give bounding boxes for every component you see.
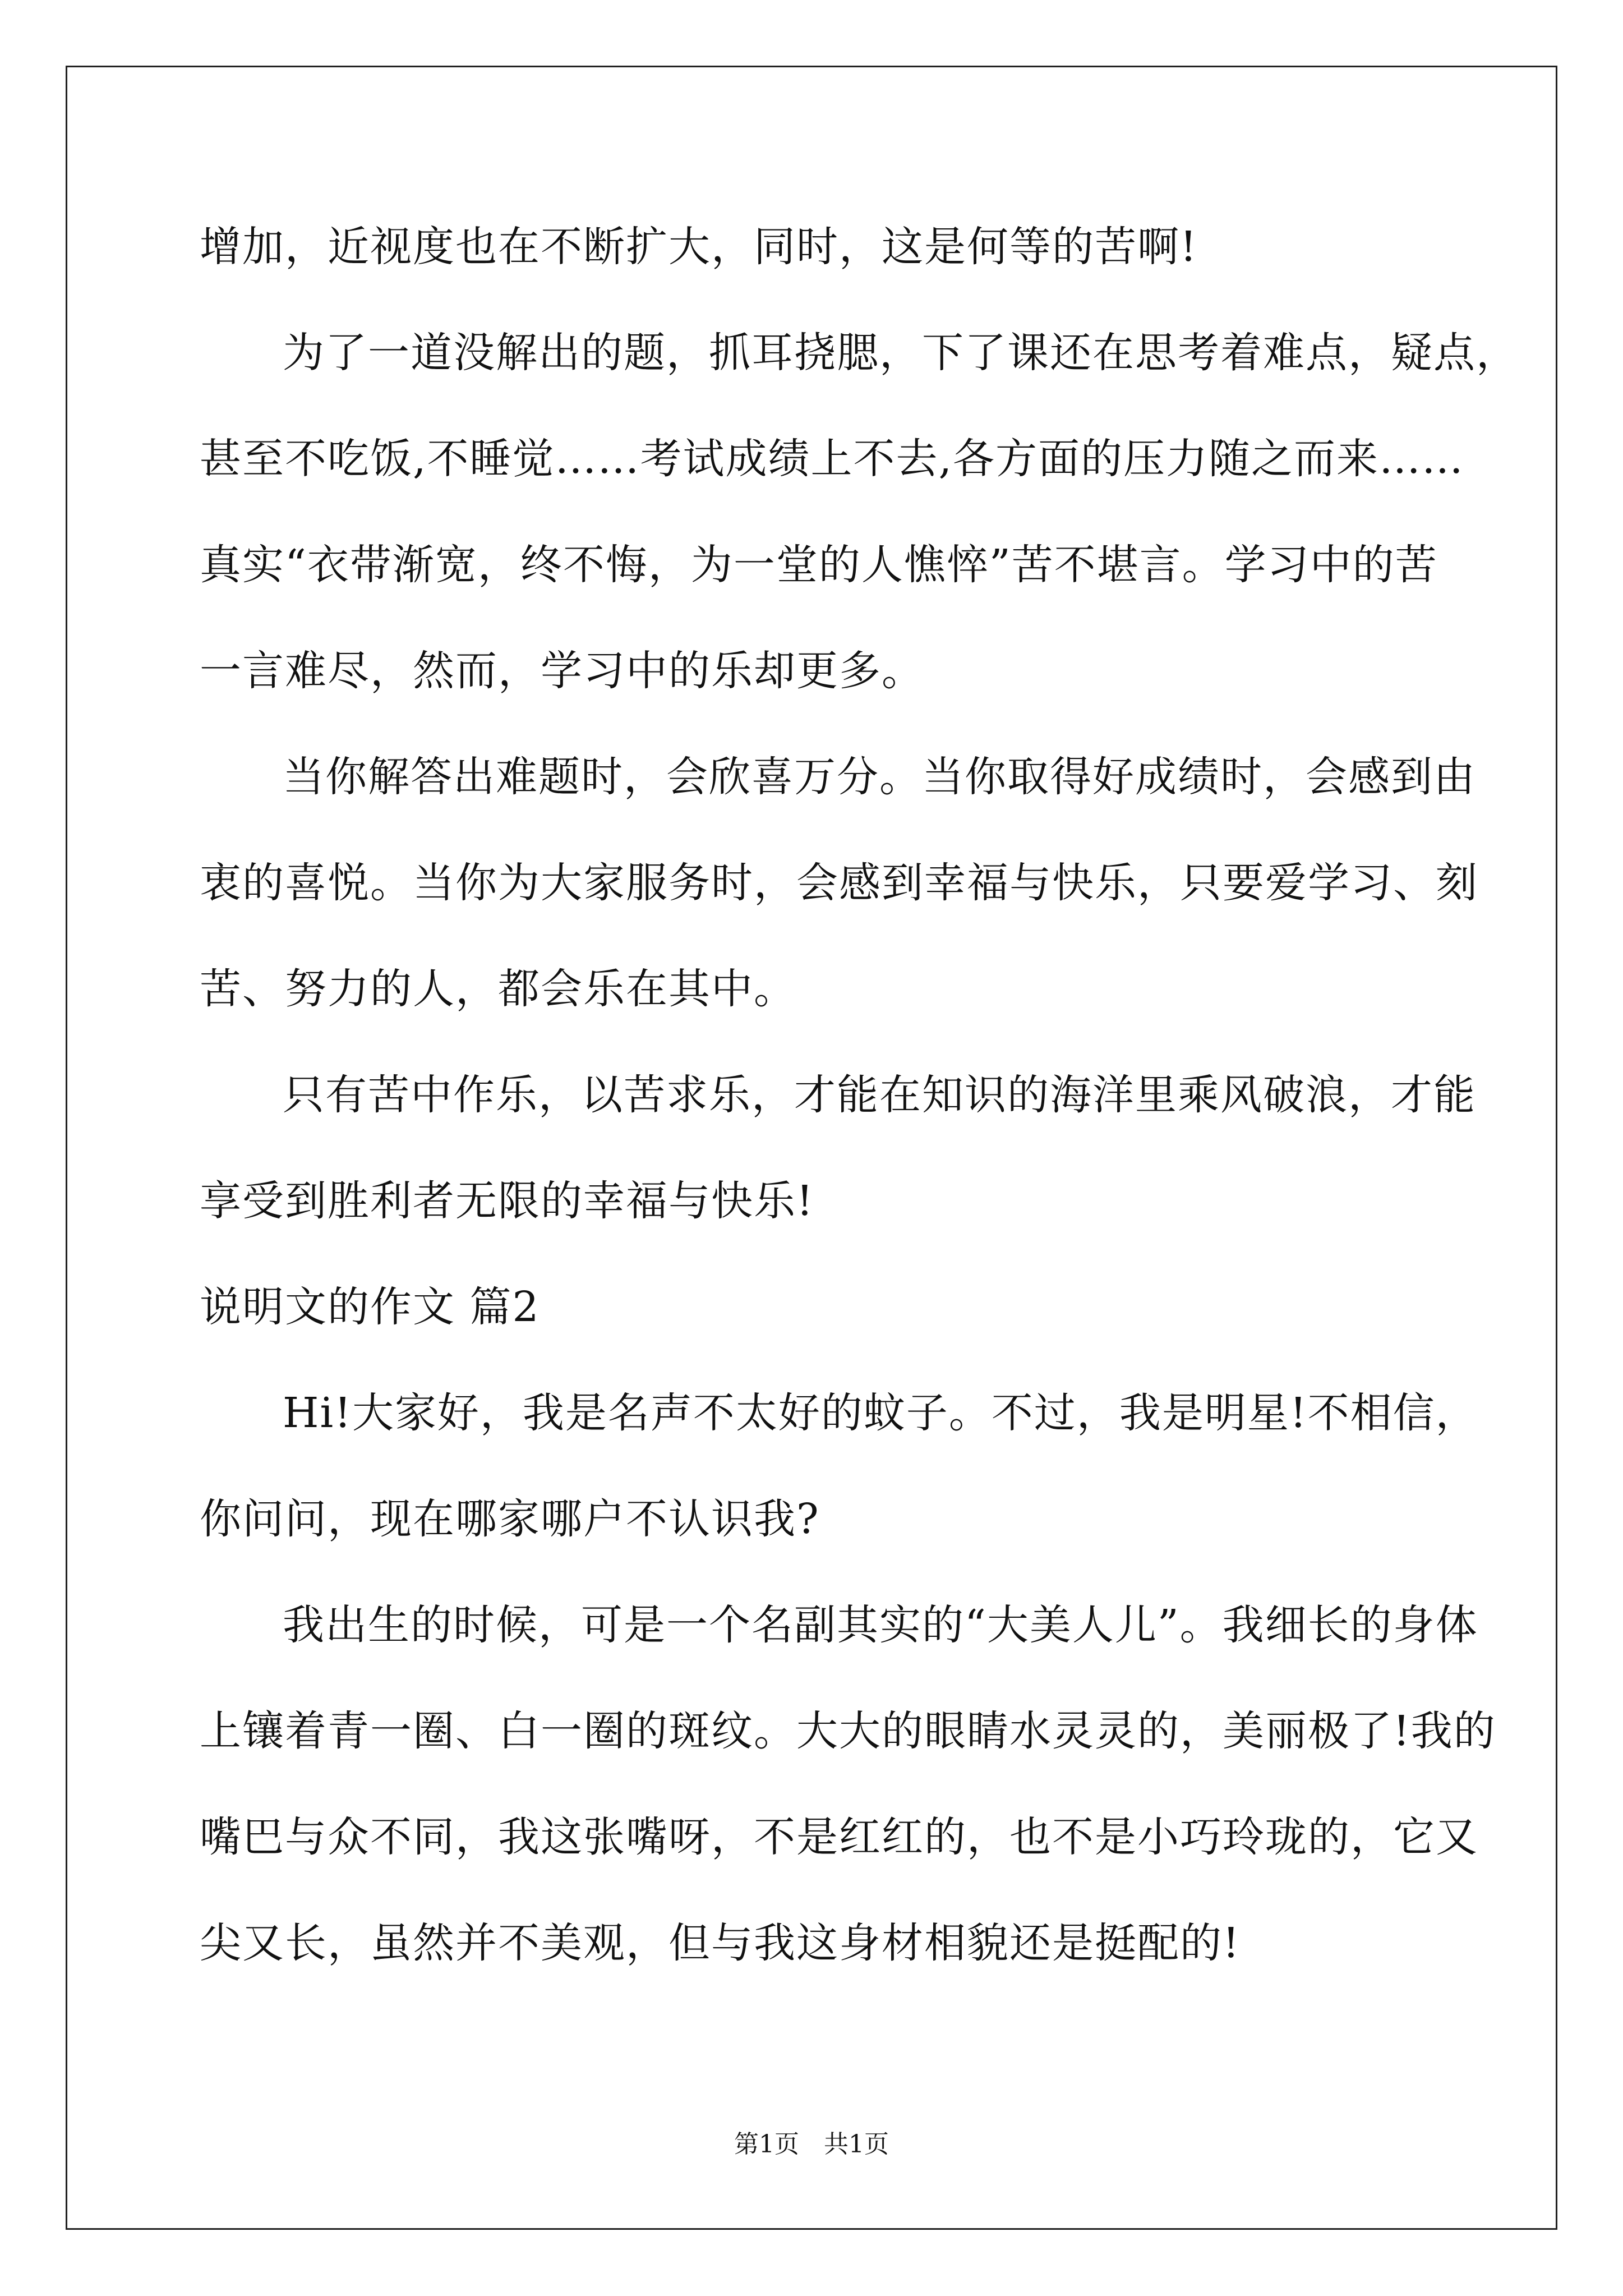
text-line: 苦、努力的人，都会乐在其中。	[200, 965, 796, 1013]
text-line: 尖又长，虽然并不美观，但与我这身材相貌还是挺配的!	[200, 1919, 1241, 1967]
text-line: 享受到胜利者无限的幸福与快乐!	[200, 1177, 814, 1225]
text-line: 真实“衣带渐宽，终不悔，为一堂的人憔悴”苦不堪言。学习中的苦	[200, 541, 1438, 589]
text-line: 你问问，现在哪家哪户不认识我?	[200, 1495, 820, 1543]
paragraph-start-line: 只有苦中作乐，以苦求乐，才能在知识的海洋里乘风破浪，才能	[283, 1071, 1476, 1119]
page-border	[66, 66, 1557, 2230]
paragraph-start-line: Hi!大家好，我是名声不太好的蚊子。不过，我是明星!不相信，	[283, 1389, 1478, 1437]
paragraph-start-line: 我出生的时候，可是一个名副其实的“大美人儿”。我细长的身体	[283, 1601, 1478, 1649]
text-line: 增加，近视度也在不断扩大，同时，这是何等的苦啊!	[200, 223, 1198, 271]
paragraph-start-line: 当你解答出难题时，会欣喜万分。当你取得好成绩时，会感到由	[283, 753, 1476, 801]
page-number-footer: 第1页 共1页	[734, 2130, 889, 2159]
text-line: 甚至不吃饭,不睡觉……考试成绩上不去,各方面的压力随之而来……	[200, 435, 1465, 483]
text-line: 一言难尽，然而，学习中的乐却更多。	[200, 647, 924, 695]
text-line: 上镶着青一圈、白一圈的斑纹。大大的眼睛水灵灵的，美丽极了!我的	[200, 1707, 1496, 1755]
text-line: 衷的喜悦。当你为大家服务时，会感到幸福与快乐，只要爱学习、刻	[200, 859, 1478, 907]
paragraph-start-line: 为了一道没解出的题，抓耳挠腮，下了课还在思考着难点，疑点，	[283, 329, 1519, 377]
text-line: 嘴巴与众不同，我这张嘴呀，不是红红的，也不是小巧玲珑的，它又	[200, 1813, 1478, 1861]
section-heading: 说明文的作文 篇2	[200, 1283, 540, 1331]
